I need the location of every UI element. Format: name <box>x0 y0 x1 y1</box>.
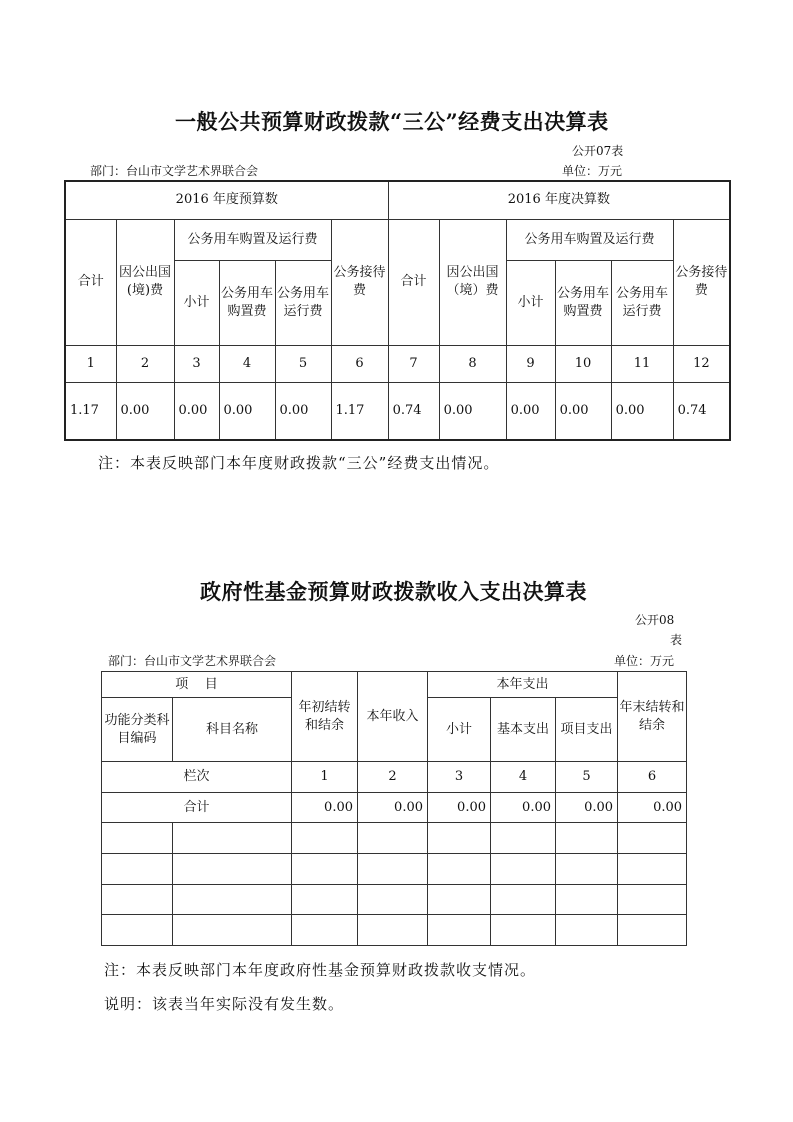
total-cell: 0.00 <box>556 793 618 823</box>
value-cell: 0.74 <box>673 382 730 440</box>
column-number: 3 <box>428 762 491 793</box>
empty-cell <box>556 854 618 885</box>
table2-department: 部门：台山市文学艺术界联合会 <box>108 654 277 668</box>
value-cell: 0.00 <box>219 382 275 440</box>
empty-row <box>102 854 687 885</box>
column-number: 6 <box>331 345 388 382</box>
empty-cell <box>292 823 358 854</box>
total-cell: 0.00 <box>358 793 428 823</box>
column-number: 5 <box>556 762 618 793</box>
final-car-subtotal-header: 小计 <box>506 260 555 345</box>
subtotal-header: 小计 <box>428 698 491 762</box>
value-cell: 0.00 <box>555 382 611 440</box>
column-number: 4 <box>491 762 556 793</box>
value-cell: 0.00 <box>275 382 331 440</box>
final-reception-header: 公务接待费 <box>673 219 730 345</box>
total-cell: 0.00 <box>428 793 491 823</box>
column-number: 1 <box>292 762 358 793</box>
table2-unit: 单位：万元 <box>614 654 675 668</box>
empty-cell <box>618 915 687 946</box>
column-number: 2 <box>358 762 428 793</box>
budget-reception-header: 公务接待费 <box>331 219 388 345</box>
empty-cell <box>358 885 428 915</box>
empty-cell <box>173 823 292 854</box>
final-car-running-header: 公务用车运行费 <box>611 260 673 345</box>
closing-balance-header: 年末结转和结余 <box>618 672 687 762</box>
column-number: 12 <box>673 345 730 382</box>
empty-cell <box>102 854 173 885</box>
column-number: 6 <box>618 762 687 793</box>
empty-cell <box>358 915 428 946</box>
budget-car-subtotal-header: 小计 <box>174 260 219 345</box>
column-number: 11 <box>611 345 673 382</box>
budget-car-running-header: 公务用车运行费 <box>275 260 331 345</box>
basic-expense-header: 基本支出 <box>491 698 556 762</box>
empty-cell <box>358 854 428 885</box>
value-cell: 0.00 <box>439 382 506 440</box>
column-number: 8 <box>439 345 506 382</box>
empty-cell <box>173 915 292 946</box>
table2-form-no-suffix: 表 <box>670 633 683 647</box>
empty-cell <box>618 885 687 915</box>
empty-cell <box>491 823 556 854</box>
government-fund-table <box>101 671 687 946</box>
empty-cell <box>292 854 358 885</box>
expense-group-header: 本年支出 <box>428 672 618 698</box>
three-public-expense-table <box>64 180 731 441</box>
column-number: 7 <box>388 345 439 382</box>
final-group-header: 2016 年度决算数 <box>388 181 730 219</box>
empty-row <box>102 915 687 946</box>
empty-cell <box>173 885 292 915</box>
empty-cell <box>491 915 556 946</box>
column-number: 2 <box>116 345 174 382</box>
empty-cell <box>292 885 358 915</box>
value-cell: 0.00 <box>116 382 174 440</box>
final-abroad-header: 因公出国（境）费 <box>439 219 506 345</box>
total-label: 合计 <box>102 793 292 823</box>
table1-form-no: 公开07表 <box>572 144 624 158</box>
empty-cell <box>556 823 618 854</box>
item-header: 项 目 <box>102 672 292 698</box>
value-row <box>65 382 730 440</box>
empty-cell <box>491 885 556 915</box>
value-cell: 1.17 <box>331 382 388 440</box>
empty-cell <box>102 885 173 915</box>
value-cell: 0.00 <box>174 382 219 440</box>
budget-car-group-header: 公务用车购置及运行费 <box>174 219 331 260</box>
total-cell: 0.00 <box>292 793 358 823</box>
empty-row <box>102 885 687 915</box>
empty-cell <box>618 854 687 885</box>
total-cell: 0.00 <box>491 793 556 823</box>
column-number: 4 <box>219 345 275 382</box>
total-cell: 0.00 <box>618 793 687 823</box>
opening-balance-header: 年初结转和结余 <box>292 672 358 762</box>
budget-group-header: 2016 年度预算数 <box>65 181 388 219</box>
table2-note: 注：本表反映部门本年度政府性基金预算财政拨款收支情况。 <box>104 961 537 979</box>
budget-total-header: 合计 <box>65 219 116 345</box>
total-row <box>102 793 687 823</box>
table2-title: 政府性基金预算财政拨款收入支出决算表 <box>200 579 587 604</box>
empty-cell <box>428 823 491 854</box>
empty-row <box>102 823 687 854</box>
empty-cell <box>102 915 173 946</box>
table2-explanation: 说明：该表当年实际没有发生数。 <box>104 995 345 1013</box>
empty-cell <box>556 885 618 915</box>
empty-cell <box>618 823 687 854</box>
table1-unit: 单位：万元 <box>562 164 623 178</box>
budget-abroad-header: 因公出国(境)费 <box>116 219 174 345</box>
column-number: 3 <box>174 345 219 382</box>
column-number: 10 <box>555 345 611 382</box>
column-number: 1 <box>65 345 116 382</box>
value-cell: 0.74 <box>388 382 439 440</box>
budget-car-purchase-header: 公务用车购置费 <box>219 260 275 345</box>
income-header: 本年收入 <box>358 672 428 762</box>
table1-note: 注：本表反映部门本年度财政拨款“三公”经费支出情况。 <box>98 454 500 472</box>
column-number-row <box>102 762 687 793</box>
final-car-purchase-header: 公务用车购置费 <box>555 260 611 345</box>
code-header: 功能分类科目编码 <box>102 698 173 762</box>
empty-cell <box>102 823 173 854</box>
empty-cell <box>491 854 556 885</box>
column-number: 9 <box>506 345 555 382</box>
column-number-row <box>65 345 730 382</box>
empty-cell <box>428 915 491 946</box>
table1-department: 部门：台山市文学艺术界联合会 <box>90 164 259 178</box>
table2-form-no: 公开08 <box>635 613 675 627</box>
value-cell: 0.00 <box>611 382 673 440</box>
empty-cell <box>292 915 358 946</box>
name-header: 科目名称 <box>173 698 292 762</box>
empty-cell <box>428 885 491 915</box>
final-total-header: 合计 <box>388 219 439 345</box>
empty-cell <box>428 854 491 885</box>
empty-cell <box>358 823 428 854</box>
project-expense-header: 项目支出 <box>556 698 618 762</box>
empty-cell <box>173 854 292 885</box>
table1-title: 一般公共预算财政拨款“三公”经费支出决算表 <box>175 109 609 134</box>
empty-cell <box>556 915 618 946</box>
value-cell: 0.00 <box>506 382 555 440</box>
column-label: 栏次 <box>102 762 292 793</box>
column-number: 5 <box>275 345 331 382</box>
final-car-group-header: 公务用车购置及运行费 <box>506 219 673 260</box>
value-cell: 1.17 <box>65 382 116 440</box>
